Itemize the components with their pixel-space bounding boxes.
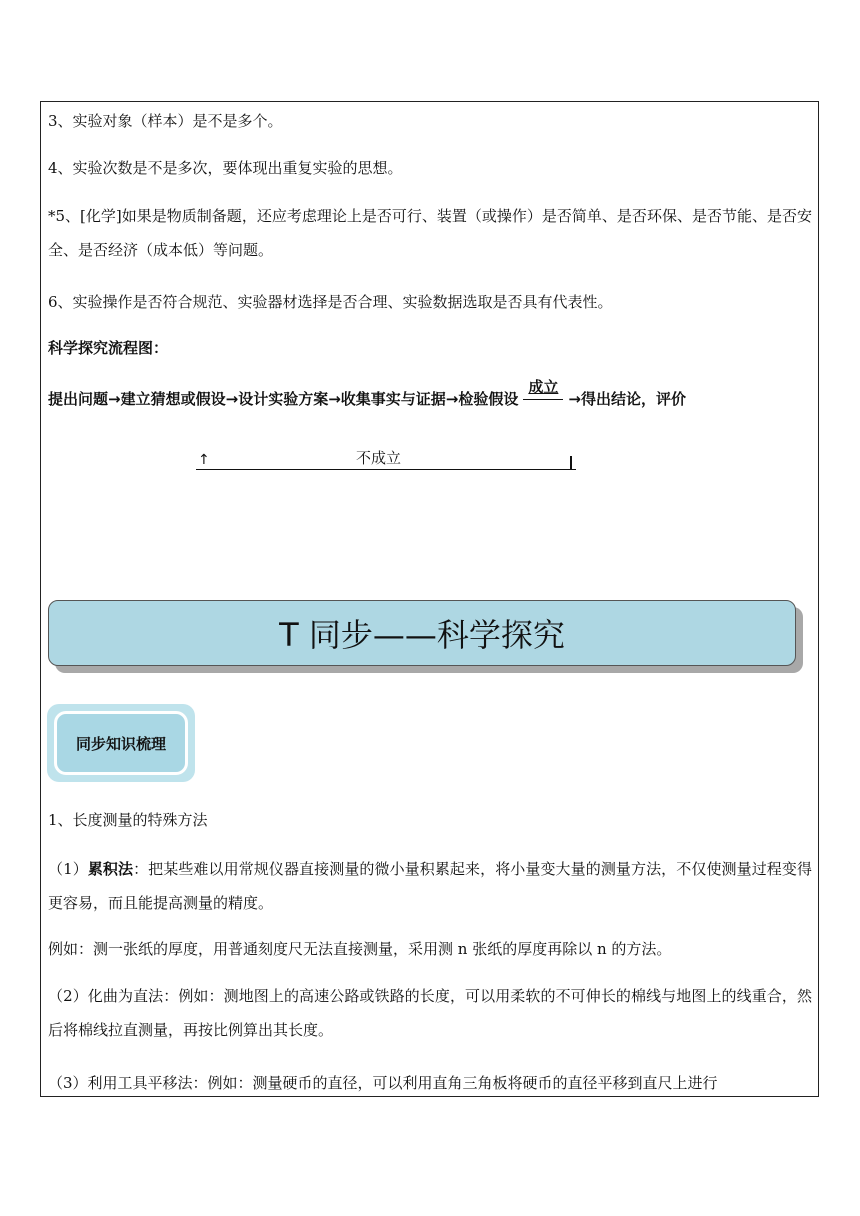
method-3: （3）利用工具平移法：例如：测量硬币的直径，可以利用直角三角板将硬币的直径平移到直尺上进行: [48, 1074, 718, 1092]
flow-arrow: →: [225, 390, 239, 408]
example-text: 例如：测一张纸的厚度，用普通刻度尺无法直接测量，采用测 n 张纸的厚度再除以 n 的方法。: [48, 940, 672, 958]
flow-arrow: →: [568, 390, 581, 408]
loop-line: [196, 469, 576, 470]
point-5: *5、[化学]如果是物质制备题，还应考虑理论上是否可行、装置（或操作）是否简单、是否环保、是否节能、是否安全、是否经济（成本低）等问题。: [48, 207, 812, 259]
flow-arrow: →: [108, 390, 121, 408]
method-1-prefix: （1）: [48, 860, 88, 878]
flow-connector: [523, 399, 563, 400]
point-4: 4、实验次数是不是多次，要体现出重复实验的思想。: [48, 159, 403, 177]
up-arrow-icon: ↑: [198, 452, 210, 468]
flow-step: 设计实验方案: [238, 390, 329, 408]
loop-end: [570, 456, 572, 470]
point-6: 6、实验操作是否符合规范、实验器材选择是否合理、实验数据选取是否具有代表性。: [48, 293, 613, 311]
flow-conclusion: 得出结论，评价: [580, 390, 686, 408]
flow-step: 收集事实与证据: [340, 390, 446, 408]
section-title: 1、长度测量的特殊方法: [48, 811, 208, 829]
method-1-name: 累积法: [87, 860, 134, 878]
knowledge-badge-label: 同步知识梳理: [54, 711, 188, 775]
flow-step: 提出问题: [48, 390, 109, 408]
section-banner: T 同步——科学探究: [48, 600, 796, 666]
method-2: （2）化曲为直法：例如：测地图上的高速公路或铁路的长度，可以用柔软的不可伸长的棉线与地图上的线重合，然后将棉线拉直测量，再按比例算出其长度。: [48, 987, 812, 1039]
flow-step: 检验假设: [458, 390, 519, 408]
flow-heading: 科学探究流程图：: [48, 339, 169, 357]
method-1: [48, 852, 812, 920]
flow-step: 建立猜想或假设: [120, 390, 226, 408]
flow-feedback-loop: [196, 450, 576, 470]
knowledge-badge: [47, 704, 195, 782]
flow-fail-label: 不成立: [356, 449, 402, 467]
flow-success-label: 成立: [528, 378, 559, 396]
method-1-body: ：把某些难以用常规仪器直接测量的微小量积累起来，将小量变大量的测量方法，不仅使测量过程变得更容易，而且能提高测量的精度。: [48, 860, 812, 912]
flow-arrow: →: [445, 390, 459, 408]
point-3: 3、实验对象（样本）是不是多个。: [48, 112, 283, 130]
flow-success-branch: [518, 378, 568, 408]
flow-chart: [48, 378, 686, 409]
flow-arrow: →: [328, 390, 341, 408]
